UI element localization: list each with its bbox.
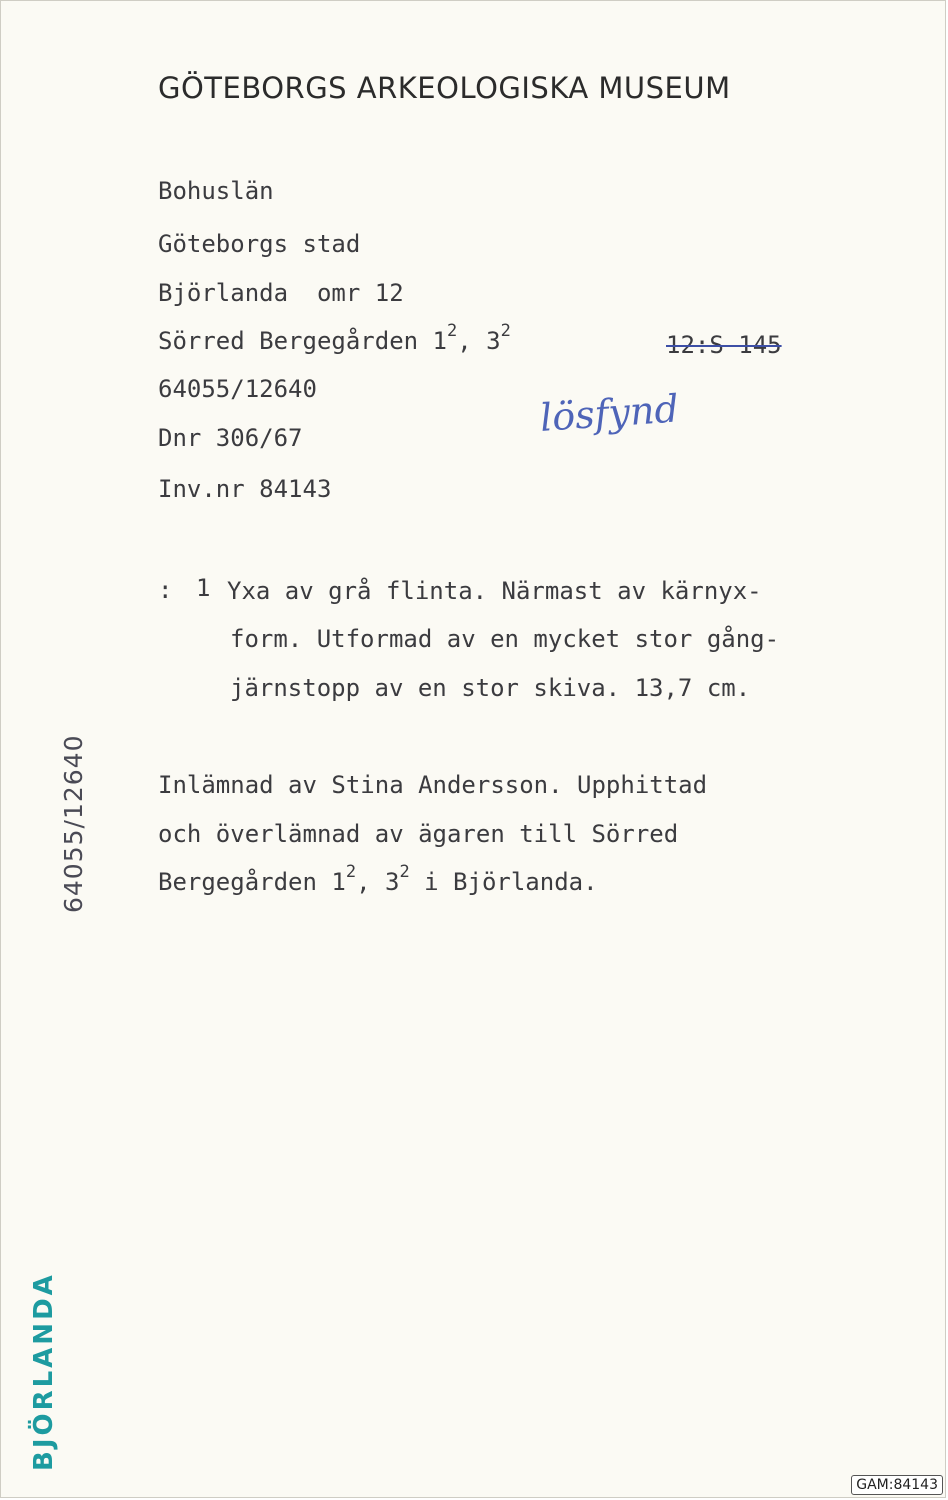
provenance-separator: , 3 [356,868,400,896]
description-marker: : [158,576,173,604]
handwritten-annotation [536,381,796,461]
provenance-place: i Björlanda. [409,868,598,896]
farm-separator: , 3 [457,327,501,355]
description-line-2: form. Utformad av en mycket stor gång- [230,625,780,653]
museum-title: GÖTEBORGS ARKEOLOGISKA MUSEUM [158,71,731,105]
description-line-3: järnstopp av en stor skiva. 13,7 cm. [230,674,751,702]
parish-name: Björlanda [158,279,289,307]
description-line-1: Yxa av grå flinta. Närmast av kärnyx- [227,577,762,605]
provenance-line-2: och överlämnad av ägaren till Sörred [158,820,679,848]
city-line: Göteborgs stad [158,230,361,258]
parish-line [158,279,404,307]
dnr-line: Dnr 306/67 [158,424,303,452]
vertical-place-stamp: BJÖRLANDA [29,1272,59,1471]
provenance-farm: Bergegården 1 [158,868,346,896]
inventory-line: Inv.nr 84143 [158,475,332,503]
farm-superscript-2: 2 [500,321,511,341]
farm-name: Sörred Bergegården 1 [158,327,447,355]
description-count: 1 [196,574,211,602]
farm-line [158,321,511,355]
provenance-superscript-2: 2 [399,862,410,882]
struck-reference: 12:S 145 [666,331,782,359]
farm-superscript-1: 2 [446,321,458,341]
parish-area: omr 12 [316,279,404,307]
provenance-line-1: Inlämnad av Stina Andersson. Upphittad [158,771,708,799]
catalog-number-line: 64055/12640 [158,375,317,403]
vertical-catalog-number: 64055/12640 [59,734,88,913]
id-tag: GAM:84143 [851,1475,943,1495]
handwritten-text: lösfynd [538,386,681,440]
provenance-line-3 [158,862,598,896]
province-line: Bohuslän [158,177,274,205]
provenance-superscript-1: 2 [345,862,357,882]
